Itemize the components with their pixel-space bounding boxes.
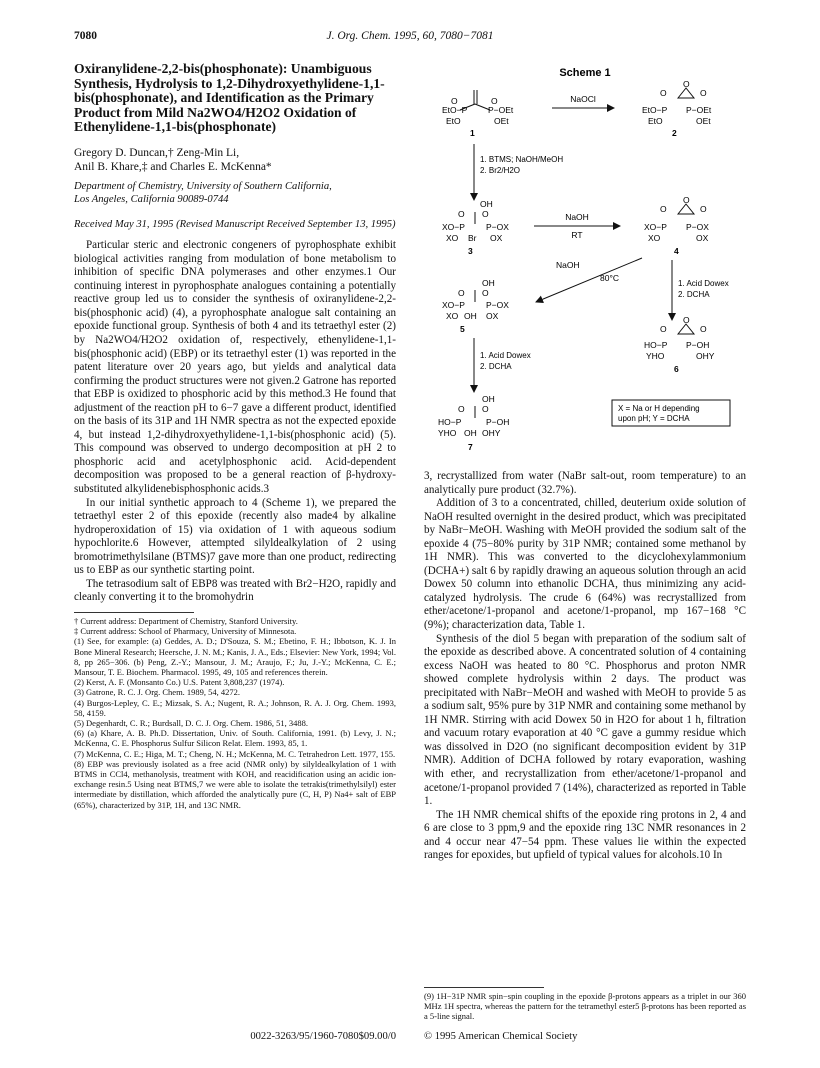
- footnote-divider: [424, 987, 544, 988]
- svg-text:XO: XO: [446, 233, 459, 243]
- svg-text:O: O: [700, 88, 707, 98]
- reagent-label: RT: [571, 230, 583, 240]
- footnote: (2) Kerst, A. F. (Monsanto Co.) U.S. Patent 3,808,237 (1974).: [74, 677, 285, 688]
- compound-number: 3: [468, 246, 473, 256]
- legend-text: upon pH; Y = DCHA: [618, 414, 690, 423]
- svg-text:O: O: [451, 96, 458, 106]
- affiliation-line: Department of Chemistry, University of Southern California,: [74, 181, 332, 193]
- running-header: [74, 30, 746, 46]
- svg-text:OH: OH: [464, 428, 477, 438]
- step-label: 1. Acid Dowex: [678, 279, 729, 288]
- body-paragraph: The 1H NMR chemical shifts of the epoxide ring protons in 2, 4 and 6 are close to 3 ppm,9 and the epoxide ring 13C NMR resonances in 2 and 4 occur near 47−54 ppm. These values lie within the expected ranges for epoxides, but upfield of typical values for alcohols.10 In: [424, 808, 746, 862]
- body-paragraph: In our initial synthetic approach to 4 (Scheme 1), we prepared the tetraethyl ester 2 of this epoxide (recently also made4 by alkaline hydroperoxidation of 15) via oxidation of 1 with aqueous sodium hypochlorite.6 However, attempted silyldealkylation of 2 using bromotrimethylsilane (BTMS)7 gave more than one product, redirecting us to EBP as our synthetic starting point.: [74, 496, 396, 577]
- svg-text:O: O: [683, 195, 690, 205]
- svg-text:OEt: OEt: [696, 116, 711, 126]
- reagent-label: NaOH: [556, 260, 580, 270]
- compound-number: 2: [672, 128, 677, 138]
- footnote: (5) Degenhardt, C. R.; Burdsall, D. C. J. Org. Chem. 1986, 51, 3488.: [74, 717, 309, 728]
- affiliation-line: Los Angeles, California 90089-0744: [74, 194, 229, 206]
- svg-text:XO: XO: [648, 233, 661, 243]
- scheme-diagram: [424, 62, 746, 460]
- journal-citation: [74, 30, 746, 42]
- author-list: [74, 147, 396, 174]
- received-date: Received May 31, 1995 (Revised Manuscript Received September 13, 1995): [74, 219, 396, 231]
- body-paragraph: Synthesis of the diol 5 began with preparation of the sodium salt of the epoxide as described above. A concentrated solution of 4 containing excess NaOH was heated to 80 °C. Phosphorus and proton NMR showed complete hydrolysis within 2 days. The product was precipitated with NaBr−MeOH and washed with MeOH to provide 5 as a sodium salt, 95% pure by 31P NMR and containing some methanol by 1H NMR. Stirring with acid Dowex 50 in H2O for about 1 h, filtration and vacuum rotary evaporation at 40 °C gave a gummy residue which was dissolved in D2O (no significant decomposition evident by 31P NMR). Addition of DCHA followed by rotary evaporation, washing with ether, and recrystallization from ether/acetone/1-propanol and acetone/1-propanol provided 7 (14%), characterized as reported in Table 1.: [424, 632, 746, 808]
- compound-1-structure: [442, 90, 514, 138]
- svg-text:P−OEt: P−OEt: [488, 105, 514, 115]
- reaction-scheme: [424, 62, 746, 460]
- svg-text:O: O: [482, 404, 489, 414]
- page-number: 7080: [74, 30, 97, 42]
- footnote: (4) Burgos-Lepley, C. E.; Mizsak, S. A.; Nugent, R. A.; Johnson, R. A. J. Org. Chem. 1993, 58, 4159.: [74, 697, 396, 718]
- svg-text:P−OX: P−OX: [486, 300, 509, 310]
- step-label: 2. Br2/H2O: [480, 166, 521, 175]
- scheme-title: Scheme 1: [559, 67, 611, 79]
- journal-year-volume: 1995, 60, 7080−7081: [393, 30, 494, 42]
- svg-text:OX: OX: [490, 233, 503, 243]
- compound-number: 4: [674, 246, 679, 256]
- right-column: [424, 470, 746, 863]
- compound-number: 7: [468, 442, 473, 452]
- compound-number: 1: [470, 128, 475, 138]
- svg-text:OX: OX: [696, 233, 709, 243]
- svg-text:O: O: [700, 324, 707, 334]
- svg-text:O: O: [458, 404, 465, 414]
- svg-text:O: O: [491, 96, 498, 106]
- step-label: 1. BTMS; NaOH/MeOH: [480, 155, 564, 164]
- footnote: † Current address: Department of Chemistry, Stanford University.: [74, 615, 298, 626]
- reagent-label: 80°C: [600, 273, 619, 283]
- reagent-label: NaOCl: [570, 94, 596, 104]
- body-paragraph: Particular steric and electronic congeners of pyrophosphate exhibit biological activities ranging from modulation of bone metabolism to inhibition of specific DNA polymerases and other enzymes.1 Our continuing interest in pyrophosphate analogues containing a potentially reactive group led us to consider the synthesis of oxiranylidene-2,2-bis(phosphonic acid) (4), a pyrophosphate analogue salt containing an epoxide functional group. Synthesis of both 4 and its tetraethyl ester (2) by Na2WO4/H2O2 oxidation of, respectively, ethenylidene-1,1-bis(phosphonic acid) (EBP) or its tetraethyl ester (1) was reported in the patent literature over 20 years ago, but yields and analytical data confirming the product structures were not given.2 Gatrone has reported that EBP is oxidized to phosphoric acid by this method.3 He found that adjustment of the reaction pH to 6−7 gave a different product, identified on the basis of its 31P and 1H NMR spectra as not the expected epoxide 4, but instead 1,2-dihydroxyethylidene-1,1-bis(phosphonic acid) (5). This compound was observed to undergo decomposition at pH 2 to phosphoric acid and acetylphosphonic acid. Acid-dependent decomposition was proposed to be a general reaction of β-hydroxy-substituted alkylidenebisphosphonic acids.3: [74, 239, 396, 495]
- svg-text:OH: OH: [464, 311, 477, 321]
- compound-4-structure: [644, 195, 709, 256]
- svg-text:O: O: [482, 288, 489, 298]
- svg-text:XO−P: XO−P: [442, 300, 465, 310]
- body-paragraph: The tetrasodium salt of EBP8 was treated with Br2−H2O, rapidly and cleanly converting it to the bromohydrin: [74, 577, 396, 604]
- svg-text:EtO−P: EtO−P: [642, 105, 668, 115]
- svg-text:YHO: YHO: [438, 428, 457, 438]
- step-label: 2. DCHA: [678, 290, 710, 299]
- legend-text: X = Na or H depending: [618, 404, 700, 413]
- compound-number: 6: [674, 364, 679, 374]
- footnote: (3) Gatrone, R. C. J. Org. Chem. 1989, 54, 4272.: [74, 687, 241, 698]
- svg-text:O: O: [458, 209, 465, 219]
- reagent-label: NaOH: [565, 212, 589, 222]
- left-column: [74, 62, 396, 810]
- footnote: (8) EBP was previously isolated as a free acid (NMR only) by silyldealkylation of 1 with BTMS in CCl4, methanolysis, treatment with KOH, and reacidification using an acidic ion-exchange resin.5 Using neat BTMS,7 we were able to isolate the tetrakis(trimethylsilyl) ester intermediate by distillation, which afforded the analytically pure (C, H, P) Na4+ salt of EBP (65%), characterized by 31P, 1H, and 13C NMR.: [74, 758, 396, 810]
- journal-name: J. Org. Chem.: [326, 30, 391, 42]
- svg-text:O: O: [458, 288, 465, 298]
- compound-5-structure: [442, 278, 509, 334]
- svg-text:P−OH: P−OH: [686, 340, 710, 350]
- svg-text:O: O: [660, 88, 667, 98]
- svg-text:OH: OH: [482, 278, 495, 288]
- step-label: 1. Acid Dowex: [480, 351, 531, 360]
- svg-text:P−OH: P−OH: [486, 417, 510, 427]
- svg-text:HO−P: HO−P: [438, 417, 462, 427]
- svg-text:XO: XO: [446, 311, 459, 321]
- svg-text:O: O: [660, 204, 667, 214]
- svg-text:OH: OH: [480, 199, 493, 209]
- svg-text:O: O: [482, 209, 489, 219]
- author-line: Anil B. Khare,‡ and Charles E. McKenna*: [74, 160, 272, 173]
- compound-3-structure: [442, 199, 509, 256]
- svg-text:HO−P: HO−P: [644, 340, 668, 350]
- compound-number: 5: [460, 324, 465, 334]
- svg-text:XO−P: XO−P: [644, 222, 667, 232]
- svg-text:OEt: OEt: [494, 116, 509, 126]
- affiliation: [74, 180, 396, 206]
- reaction-arrow: [536, 258, 642, 302]
- footnote: (1) See, for example: (a) Geddes, A. D.; D'Souza, S. M.; Ebetino, F. H.; Ibbotson, K. J. In Bone Mineral Research; Heersche, J. N. M.; Kanis, J. A., Eds.; Elsevier: New York, 1994; Vol. 8, pp 265−306. (b) Peng, Z.-Y.; Mansour, J. M.; Araujo, F.; Ju, J.-Y.; McKenna, C. E.; Mansour, T. E. Biochem. Pharmacol. 1995, 49, 105 and references therein.: [74, 636, 396, 677]
- svg-text:Br: Br: [468, 233, 477, 243]
- article-title: Oxiranylidene-2,2-bis(phosphonate): Unambiguous Synthesis, Hydrolysis to 1,2-Dihydroxyethylidene-1,1-bis(phosphonate), and Identification as the Primary Product from Mild Na2WO4/H2O2 Oxidation of Ethenylidene-1,1-bis(phosphonate): [74, 61, 385, 135]
- svg-text:EtO: EtO: [446, 116, 461, 126]
- svg-text:EtO: EtO: [648, 116, 663, 126]
- footnote-divider: [74, 612, 194, 613]
- footnote: ‡ Current address: School of Pharmacy, University of Minnesota.: [74, 626, 297, 637]
- svg-text:P−OX: P−OX: [686, 222, 709, 232]
- svg-text:OHY: OHY: [482, 428, 501, 438]
- footnote: (9) 1H−31P NMR spin−spin coupling in the epoxide β-protons appears as a triplet in our 360 MHz 1H spectra, whereas the pattern for the tetramethyl ester5 β-protons has been reported as a 5-line signal.: [424, 991, 746, 1022]
- svg-text:XO−P: XO−P: [442, 222, 465, 232]
- compound-6-structure: [644, 315, 715, 374]
- svg-text:YHO: YHO: [646, 351, 665, 361]
- footnote: (7) McKenna, C. E.; Higa, M. T.; Cheng, N. H.; McKenna, M. C. Tetrahedron Lett. 1977, 155.: [74, 748, 396, 759]
- svg-text:O: O: [660, 324, 667, 334]
- svg-text:EtO−P: EtO−P: [442, 105, 468, 115]
- body-paragraph: Addition of 3 to a concentrated, chilled, deuterium oxide solution of NaOH resulted overnight in the desired product, which was precipitated by NaBr−MeOH. Washing with MeOH provided the sodium salt of the epoxide 4 (75−80% purity by 31P NMR; contained some methanol by 1H NMR). This was converted to the dicyclohexylammonium (DCHA+) salt 6 by rapidly drawing an aqueous solution through an acid Dowex 50 column into ethanolic DCHA, thus minimizing any acid-catalyzed hydrolysis. The crude 6 (64%) was recrystallized from ether/acetone/1-propanol and acetone/1-propanol, mp 167−168 °C (9%); characterization data, Table 1.: [424, 497, 746, 632]
- compound-7-structure: [438, 394, 509, 452]
- svg-text:O: O: [700, 204, 707, 214]
- issn-code: 0022-3263/95/1960-7080$09.00/0: [250, 1031, 396, 1042]
- right-footnote-area: [424, 987, 746, 1022]
- svg-text:P−OEt: P−OEt: [686, 105, 712, 115]
- svg-text:OH: OH: [482, 394, 495, 404]
- svg-text:O: O: [683, 79, 690, 89]
- author-line: Gregory D. Duncan,† Zeng-Min Li,: [74, 146, 240, 159]
- footnote: (6) (a) Khare, A. B. Ph.D. Dissertation, Univ. of South. California, 1991. (b) Levy, J. N.; McKenna, C. E. Phosphorus Sulfur Silicon Relat. Elem. 1993, 85, 1.: [74, 728, 396, 749]
- svg-text:O: O: [683, 315, 690, 325]
- body-paragraph: 3, recrystallized from water (NaBr salt-out, room temperature) to an analytically pure product (32.7%).: [424, 470, 746, 496]
- step-label: 2. DCHA: [480, 362, 512, 371]
- compound-2-structure: [642, 79, 712, 138]
- svg-text:OHY: OHY: [696, 351, 715, 361]
- copyright: © 1995 American Chemical Society: [424, 1031, 578, 1042]
- svg-text:P−OX: P−OX: [486, 222, 509, 232]
- svg-text:OX: OX: [486, 311, 499, 321]
